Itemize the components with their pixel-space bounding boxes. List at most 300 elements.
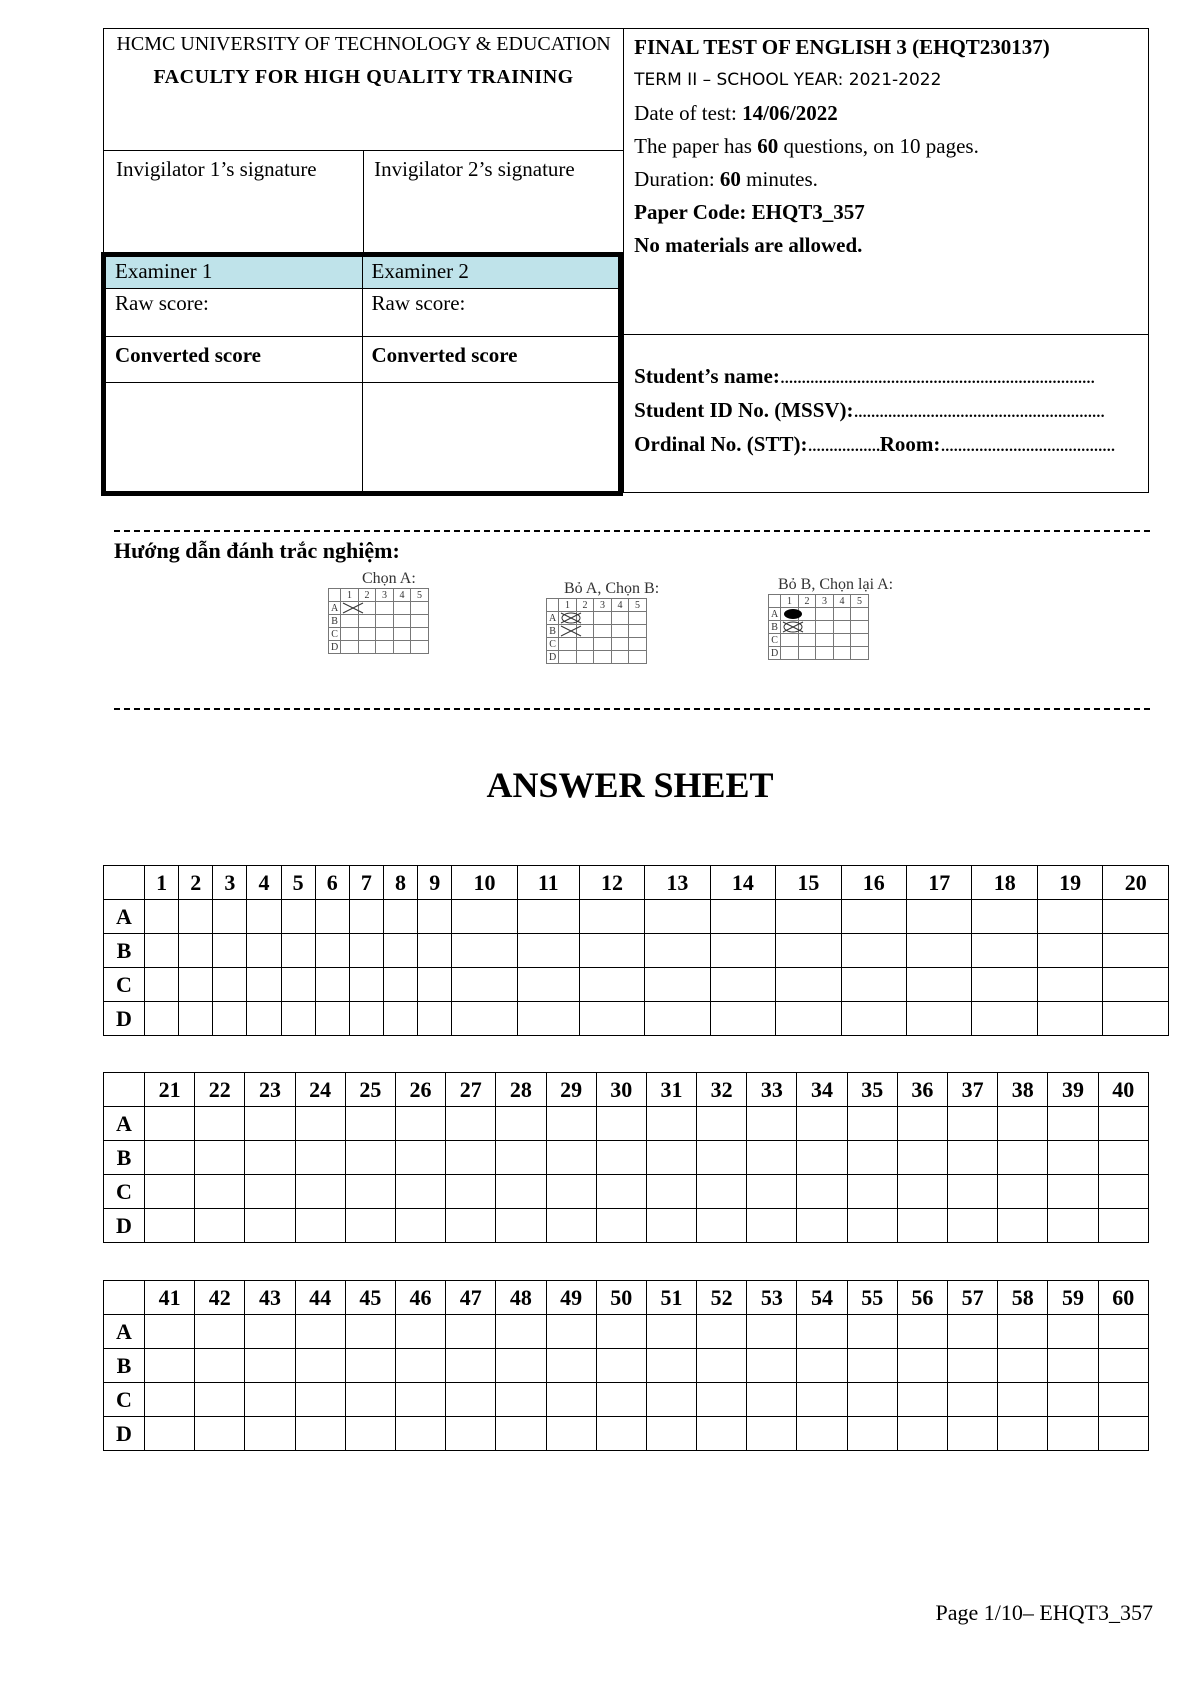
answer-cell[interactable] xyxy=(596,1315,646,1349)
answer-cell[interactable] xyxy=(418,1002,452,1036)
answer-cell[interactable] xyxy=(1037,900,1102,934)
answer-cell[interactable] xyxy=(907,968,972,1002)
answer-cell[interactable] xyxy=(452,934,517,968)
university-name: HCMC UNIVERSITY OF TECHNOLOGY & EDUCATION xyxy=(116,33,611,55)
answer-cell[interactable] xyxy=(245,1383,295,1417)
answer-cell[interactable] xyxy=(1103,968,1169,1002)
score-box xyxy=(101,252,623,496)
answer-cell[interactable] xyxy=(1048,1209,1098,1243)
question-number: 47 xyxy=(446,1281,496,1315)
answer-cell[interactable] xyxy=(1098,1175,1148,1209)
answer-cell[interactable] xyxy=(1103,934,1169,968)
answer-cell[interactable] xyxy=(1098,1141,1148,1175)
paper-prefix: The paper has xyxy=(634,134,752,158)
answer-cell[interactable] xyxy=(646,1383,696,1417)
answer-cell[interactable] xyxy=(948,1383,998,1417)
answer-cell[interactable] xyxy=(646,1141,696,1175)
option-label: C xyxy=(104,1175,145,1209)
answer-cell[interactable] xyxy=(1048,1349,1098,1383)
answer-cell[interactable] xyxy=(1098,1417,1148,1451)
answer-cell[interactable] xyxy=(315,968,349,1002)
answer-cell[interactable] xyxy=(998,1141,1048,1175)
answer-cell[interactable] xyxy=(797,1209,847,1243)
answer-cell[interactable] xyxy=(546,1383,596,1417)
answer-cell[interactable] xyxy=(579,1002,644,1036)
question-number: 6 xyxy=(315,866,349,900)
answer-cell[interactable] xyxy=(247,900,281,934)
grid-corner xyxy=(104,1281,145,1315)
answer-cell[interactable] xyxy=(281,968,315,1002)
answer-cell[interactable] xyxy=(145,968,179,1002)
question-number: 27 xyxy=(446,1073,496,1107)
answer-cell[interactable] xyxy=(747,1383,797,1417)
answer-cell[interactable] xyxy=(195,1383,245,1417)
answer-cell[interactable] xyxy=(948,1107,998,1141)
answer-cell[interactable] xyxy=(295,1315,345,1349)
answer-cell[interactable] xyxy=(315,934,349,968)
answer-cell[interactable] xyxy=(847,1175,897,1209)
answer-cell[interactable] xyxy=(395,1383,445,1417)
answer-cell[interactable] xyxy=(345,1141,395,1175)
answer-cell[interactable] xyxy=(847,1209,897,1243)
answer-cell[interactable] xyxy=(145,900,179,934)
answer-cell[interactable] xyxy=(349,934,383,968)
answer-cell[interactable] xyxy=(213,900,247,934)
answer-cell[interactable] xyxy=(697,1349,747,1383)
duration-value: 60 xyxy=(719,167,741,191)
answer-cell[interactable] xyxy=(145,1315,195,1349)
option-row xyxy=(104,1417,1149,1451)
answer-cell[interactable] xyxy=(145,1417,195,1451)
option-label: D xyxy=(104,1002,145,1036)
answer-cell[interactable] xyxy=(998,1417,1048,1451)
answer-cell[interactable] xyxy=(1048,1141,1098,1175)
answer-cell[interactable] xyxy=(195,1315,245,1349)
answer-cell[interactable] xyxy=(345,1209,395,1243)
answer-cell[interactable] xyxy=(1037,968,1102,1002)
answer-cell[interactable] xyxy=(841,968,906,1002)
answer-cell[interactable] xyxy=(1048,1315,1098,1349)
answer-cell[interactable] xyxy=(281,934,315,968)
answer-cell[interactable] xyxy=(1103,1002,1169,1036)
answer-cell[interactable] xyxy=(315,900,349,934)
answer-table xyxy=(103,1072,1149,1243)
answer-cell[interactable] xyxy=(195,1209,245,1243)
answer-cell[interactable] xyxy=(998,1383,1048,1417)
question-number: 36 xyxy=(897,1073,947,1107)
answer-cell[interactable] xyxy=(1098,1107,1148,1141)
answer-cell[interactable] xyxy=(395,1107,445,1141)
answer-cell[interactable] xyxy=(546,1349,596,1383)
answer-cell[interactable] xyxy=(496,1315,546,1349)
divider-bottom xyxy=(114,708,1150,710)
question-number: 31 xyxy=(646,1073,696,1107)
answer-cell[interactable] xyxy=(1048,1383,1098,1417)
answer-cell[interactable] xyxy=(847,1349,897,1383)
answer-cell[interactable] xyxy=(972,900,1037,934)
answer-cell[interactable] xyxy=(383,968,417,1002)
answer-cell[interactable] xyxy=(496,1383,546,1417)
question-number: 8 xyxy=(383,866,417,900)
question-number: 2 xyxy=(179,866,213,900)
question-number: 37 xyxy=(948,1073,998,1107)
invigilator2-label: Invigilator 2’s signature xyxy=(374,157,575,181)
answer-cell[interactable] xyxy=(747,1315,797,1349)
answer-cell[interactable] xyxy=(948,1349,998,1383)
date-label: Date of test: xyxy=(634,101,737,125)
answer-cell[interactable] xyxy=(446,1141,496,1175)
answer-cell[interactable] xyxy=(1098,1349,1148,1383)
answer-cell[interactable] xyxy=(145,1002,179,1036)
answer-cell[interactable] xyxy=(179,968,213,1002)
answer-cell[interactable] xyxy=(418,900,452,934)
answer-cell[interactable] xyxy=(245,1417,295,1451)
answer-cell[interactable] xyxy=(345,1107,395,1141)
answer-cell[interactable] xyxy=(345,1417,395,1451)
question-number: 21 xyxy=(145,1073,195,1107)
answer-cell[interactable] xyxy=(496,1209,546,1243)
answer-cell[interactable] xyxy=(247,968,281,1002)
answer-cell[interactable] xyxy=(245,1349,295,1383)
answer-cell[interactable] xyxy=(841,1002,906,1036)
answer-cell[interactable] xyxy=(446,1417,496,1451)
answer-cell[interactable] xyxy=(179,934,213,968)
answer-cell[interactable] xyxy=(841,934,906,968)
converted-score-2-field[interactable] xyxy=(362,383,619,492)
answer-cell[interactable] xyxy=(697,1315,747,1349)
answer-cell[interactable] xyxy=(710,934,775,968)
answer-cell[interactable] xyxy=(395,1141,445,1175)
answer-cell[interactable] xyxy=(797,1175,847,1209)
answer-cell[interactable] xyxy=(948,1141,998,1175)
answer-cell[interactable] xyxy=(145,1175,195,1209)
answer-cell[interactable] xyxy=(847,1107,897,1141)
answer-cell[interactable] xyxy=(948,1209,998,1243)
answer-cell[interactable] xyxy=(847,1383,897,1417)
question-number: 20 xyxy=(1103,866,1169,900)
answer-cell[interactable] xyxy=(496,1175,546,1209)
answer-cell[interactable] xyxy=(747,1209,797,1243)
answer-cell[interactable] xyxy=(446,1209,496,1243)
answer-cell[interactable] xyxy=(776,934,841,968)
answer-cell[interactable] xyxy=(1048,1417,1098,1451)
answer-cell[interactable] xyxy=(517,968,579,1002)
answer-cell[interactable] xyxy=(546,1141,596,1175)
answer-cell[interactable] xyxy=(245,1107,295,1141)
answer-cell[interactable] xyxy=(776,1002,841,1036)
answer-cell[interactable] xyxy=(213,968,247,1002)
answer-cell[interactable] xyxy=(897,1209,947,1243)
answer-cell[interactable] xyxy=(596,1349,646,1383)
answer-cell[interactable] xyxy=(195,1107,245,1141)
question-number: 3 xyxy=(213,866,247,900)
option-row xyxy=(104,934,1169,968)
sample-drop-a-choose-b: Bỏ A, Chọn B: 1 2 3 4 5 A B C D xyxy=(546,580,659,664)
answer-cell[interactable] xyxy=(646,1209,696,1243)
answer-cell[interactable] xyxy=(315,1002,349,1036)
answer-cell[interactable] xyxy=(295,1141,345,1175)
answer-cell[interactable] xyxy=(179,900,213,934)
answer-cell[interactable] xyxy=(1048,1175,1098,1209)
answer-cell[interactable] xyxy=(395,1417,445,1451)
answer-cell[interactable] xyxy=(195,1349,245,1383)
answer-cell[interactable] xyxy=(145,1107,195,1141)
answer-cell[interactable] xyxy=(747,1417,797,1451)
answer-cell[interactable] xyxy=(281,1002,315,1036)
answer-cell[interactable] xyxy=(383,934,417,968)
grid-corner xyxy=(104,1073,145,1107)
examiner1-header: Examiner 1 xyxy=(106,257,363,289)
answer-cell[interactable] xyxy=(897,1107,947,1141)
answer-cell[interactable] xyxy=(496,1349,546,1383)
answer-cell[interactable] xyxy=(897,1175,947,1209)
answer-cell[interactable] xyxy=(418,934,452,968)
answer-cell[interactable] xyxy=(345,1315,395,1349)
answer-cell[interactable] xyxy=(213,934,247,968)
answer-cell[interactable] xyxy=(452,900,517,934)
answer-cell[interactable] xyxy=(645,1002,710,1036)
answer-cell[interactable] xyxy=(847,1315,897,1349)
converted-score-1-label: Converted score xyxy=(106,337,363,383)
question-number: 30 xyxy=(596,1073,646,1107)
answer-cell[interactable] xyxy=(349,1002,383,1036)
answer-cell[interactable] xyxy=(349,900,383,934)
answer-cell[interactable] xyxy=(579,900,644,934)
answer-cell[interactable] xyxy=(710,1002,775,1036)
answer-cell[interactable] xyxy=(345,1383,395,1417)
answer-cell[interactable] xyxy=(295,1349,345,1383)
answer-cell[interactable] xyxy=(383,900,417,934)
answer-cell[interactable] xyxy=(295,1383,345,1417)
answer-cell[interactable] xyxy=(998,1349,1048,1383)
answer-cell[interactable] xyxy=(546,1107,596,1141)
answer-cell[interactable] xyxy=(645,968,710,1002)
answer-cell[interactable] xyxy=(998,1107,1048,1141)
question-number: 39 xyxy=(1048,1073,1098,1107)
answer-cell[interactable] xyxy=(452,1002,517,1036)
answer-cell[interactable] xyxy=(517,934,579,968)
answer-cell[interactable] xyxy=(776,968,841,1002)
answer-cell[interactable] xyxy=(446,1383,496,1417)
answer-cell[interactable] xyxy=(345,1175,395,1209)
answer-cell[interactable] xyxy=(179,1002,213,1036)
answer-cell[interactable] xyxy=(213,1002,247,1036)
answer-cell[interactable] xyxy=(446,1107,496,1141)
answer-cell[interactable] xyxy=(697,1175,747,1209)
answer-cell[interactable] xyxy=(1037,1002,1102,1036)
answer-cell[interactable] xyxy=(195,1175,245,1209)
question-number: 35 xyxy=(847,1073,897,1107)
answer-cell[interactable] xyxy=(797,1315,847,1349)
answer-cell[interactable] xyxy=(596,1417,646,1451)
answer-cell[interactable] xyxy=(972,934,1037,968)
answer-cell[interactable] xyxy=(395,1209,445,1243)
answer-cell[interactable] xyxy=(1098,1315,1148,1349)
answer-cell[interactable] xyxy=(383,1002,417,1036)
answer-cell[interactable] xyxy=(446,1315,496,1349)
answer-cell[interactable] xyxy=(546,1417,596,1451)
answer-cell[interactable] xyxy=(145,1383,195,1417)
answer-cell[interactable] xyxy=(295,1175,345,1209)
answer-cell[interactable] xyxy=(596,1209,646,1243)
answer-cell[interactable] xyxy=(145,1349,195,1383)
grid-corner xyxy=(104,866,145,900)
answer-cell[interactable] xyxy=(596,1383,646,1417)
answer-cell[interactable] xyxy=(245,1175,295,1209)
answer-cell[interactable] xyxy=(546,1315,596,1349)
answer-cell[interactable] xyxy=(247,934,281,968)
answer-cell[interactable] xyxy=(948,1175,998,1209)
test-title: FINAL TEST OF ENGLISH 3 xyxy=(634,35,907,59)
student-id-field[interactable]: ........................................................... xyxy=(853,398,1105,422)
answer-cell[interactable] xyxy=(446,1349,496,1383)
answer-cell[interactable] xyxy=(747,1175,797,1209)
answer-cell[interactable] xyxy=(897,1417,947,1451)
answer-cell[interactable] xyxy=(517,900,579,934)
student-name-label: Student’s name: xyxy=(634,364,780,388)
answer-cell[interactable] xyxy=(847,1141,897,1175)
answer-cell[interactable] xyxy=(245,1141,295,1175)
answer-cell[interactable] xyxy=(907,1002,972,1036)
answer-cell[interactable] xyxy=(295,1209,345,1243)
answer-cell[interactable] xyxy=(747,1141,797,1175)
converted-score-1-field[interactable] xyxy=(106,383,363,492)
answer-cell[interactable] xyxy=(395,1175,445,1209)
answer-cell[interactable] xyxy=(897,1383,947,1417)
answer-cell[interactable] xyxy=(797,1141,847,1175)
answer-cell[interactable] xyxy=(281,900,315,934)
answer-cell[interactable] xyxy=(697,1141,747,1175)
answer-cell[interactable] xyxy=(395,1315,445,1349)
answer-cell[interactable] xyxy=(145,1141,195,1175)
answer-cell[interactable] xyxy=(697,1417,747,1451)
answer-cell[interactable] xyxy=(596,1175,646,1209)
answer-cell[interactable] xyxy=(1103,900,1169,934)
answer-cell[interactable] xyxy=(972,1002,1037,1036)
answer-cell[interactable] xyxy=(1048,1107,1098,1141)
answer-cell[interactable] xyxy=(972,968,1037,1002)
raw-score-2[interactable]: Raw score: xyxy=(362,289,619,337)
answer-cell[interactable] xyxy=(646,1107,696,1141)
option-label: D xyxy=(104,1209,145,1243)
answer-cell[interactable] xyxy=(596,1141,646,1175)
answer-table xyxy=(103,1280,1149,1451)
answer-cell[interactable] xyxy=(496,1417,546,1451)
answer-cell[interactable] xyxy=(295,1107,345,1141)
duration-label: Duration: xyxy=(634,167,715,191)
answer-cell[interactable] xyxy=(897,1315,947,1349)
answer-cell[interactable] xyxy=(145,934,179,968)
answer-cell[interactable] xyxy=(195,1417,245,1451)
ordinal-field[interactable]: ................. xyxy=(807,432,880,456)
raw-score-1[interactable]: Raw score: xyxy=(106,289,363,337)
answer-cell[interactable] xyxy=(897,1349,947,1383)
answer-cell[interactable] xyxy=(841,900,906,934)
answer-cell[interactable] xyxy=(645,934,710,968)
answer-cell[interactable] xyxy=(1037,934,1102,968)
question-number: 5 xyxy=(281,866,315,900)
examiner2-header: Examiner 2 xyxy=(362,257,619,289)
answer-cell[interactable] xyxy=(646,1349,696,1383)
answer-cell[interactable] xyxy=(998,1209,1048,1243)
answer-cell[interactable] xyxy=(245,1209,295,1243)
answer-cell[interactable] xyxy=(797,1417,847,1451)
answer-cell[interactable] xyxy=(797,1383,847,1417)
answer-cell[interactable] xyxy=(546,1209,596,1243)
answer-cell[interactable] xyxy=(452,968,517,1002)
answer-cell[interactable] xyxy=(710,968,775,1002)
answer-cell[interactable] xyxy=(907,900,972,934)
question-number: 54 xyxy=(797,1281,847,1315)
question-number: 11 xyxy=(517,866,579,900)
answer-cell[interactable] xyxy=(517,1002,579,1036)
answer-cell[interactable] xyxy=(596,1107,646,1141)
answer-sheet-title: ANSWER SHEET xyxy=(486,765,774,805)
answer-cell[interactable] xyxy=(245,1315,295,1349)
answer-cell[interactable] xyxy=(697,1383,747,1417)
option-row xyxy=(104,1315,1149,1349)
answer-cell[interactable] xyxy=(145,1209,195,1243)
answer-cell[interactable] xyxy=(797,1349,847,1383)
question-number: 28 xyxy=(496,1073,546,1107)
answer-cell[interactable] xyxy=(646,1417,696,1451)
answer-cell[interactable] xyxy=(295,1417,345,1451)
answer-cell[interactable] xyxy=(998,1175,1048,1209)
answer-cell[interactable] xyxy=(998,1315,1048,1349)
answer-cell[interactable] xyxy=(697,1107,747,1141)
answer-cell[interactable] xyxy=(697,1209,747,1243)
answer-cell[interactable] xyxy=(646,1315,696,1349)
answer-cell[interactable] xyxy=(907,934,972,968)
option-row xyxy=(104,1141,1149,1175)
question-number: 9 xyxy=(418,866,452,900)
instructions-title: Hướng dẫn đánh trắc nghiệm: xyxy=(114,538,400,563)
answer-cell[interactable] xyxy=(847,1417,897,1451)
answer-cell[interactable] xyxy=(418,968,452,1002)
answer-cell[interactable] xyxy=(776,900,841,934)
answer-cell[interactable] xyxy=(349,968,383,1002)
answer-cell[interactable] xyxy=(1098,1209,1148,1243)
answer-cell[interactable] xyxy=(645,900,710,934)
answer-grid-1-20 xyxy=(103,865,1169,1036)
answer-cell[interactable] xyxy=(897,1141,947,1175)
answer-cell[interactable] xyxy=(579,934,644,968)
answer-cell[interactable] xyxy=(546,1175,596,1209)
answer-cell[interactable] xyxy=(948,1315,998,1349)
answer-cell[interactable] xyxy=(1098,1383,1148,1417)
answer-cell[interactable] xyxy=(195,1141,245,1175)
answer-cell[interactable] xyxy=(797,1107,847,1141)
answer-cell[interactable] xyxy=(747,1349,797,1383)
answer-cell[interactable] xyxy=(747,1107,797,1141)
question-number: 32 xyxy=(697,1073,747,1107)
answer-cell[interactable] xyxy=(948,1417,998,1451)
answer-cell[interactable] xyxy=(579,968,644,1002)
option-label: C xyxy=(104,968,145,1002)
answer-cell[interactable] xyxy=(395,1349,445,1383)
answer-cell[interactable] xyxy=(345,1349,395,1383)
answer-cell[interactable] xyxy=(247,1002,281,1036)
answer-cell[interactable] xyxy=(710,900,775,934)
student-name-field[interactable]: .......................................................................... xyxy=(779,364,1095,388)
answer-cell[interactable] xyxy=(496,1141,546,1175)
room-field[interactable]: ......................................... xyxy=(940,432,1115,456)
answer-cell[interactable] xyxy=(446,1175,496,1209)
option-label: A xyxy=(104,900,145,934)
answer-cell[interactable] xyxy=(496,1107,546,1141)
duration-unit: minutes. xyxy=(746,167,818,191)
answer-cell[interactable] xyxy=(646,1175,696,1209)
